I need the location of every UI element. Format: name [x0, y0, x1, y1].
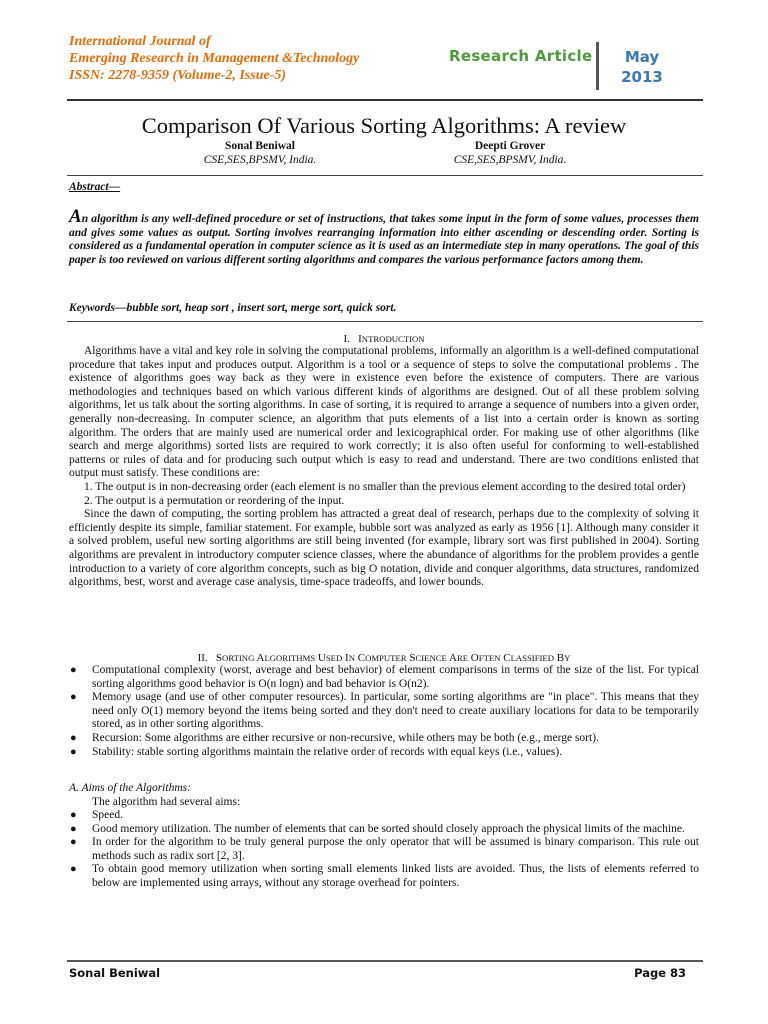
list-item-text: Good memory utilization. The number of elements that can be sorted should closely approach the physical limits of the machine.: [92, 822, 685, 835]
journal-name-line-1: International Journal of: [69, 34, 211, 49]
intro-condition-2: 2. The output is a permutation or reordering of the input.: [84, 494, 345, 507]
list-item: [69, 664, 699, 691]
abstract-dropcap: A: [69, 206, 82, 227]
bullet-icon: ●: [70, 745, 77, 758]
abstract-text: [69, 206, 699, 267]
subsection-a-heading: A. Aims of the Algorithms:: [69, 782, 191, 794]
section-2-title-rest: RE: [456, 653, 469, 663]
section-2-title-cap: A: [448, 652, 457, 664]
author-1: [150, 139, 370, 167]
section-2-title-rest: ORTING: [222, 653, 255, 663]
abstract-rule: [67, 321, 703, 322]
header-rule: [67, 99, 703, 101]
author-1-affiliation: CSE,SES,BPSMV, India.: [203, 154, 317, 166]
section-2-title-rest: CIENCE: [415, 653, 447, 663]
abstract-body: n algorithm is any well-defined procedure or set of instructions, that takes some input in the form of some values, processes them and gives some values as output. Sorting involves rearranging information into either ascending or descending order. Sorting is considered as a fundamental operation in computer science as it is used as an intermediate step in many operations. The goal of this paper is too reviewed on various different sorting algorithms and compares the various performance factors among them.: [69, 213, 699, 266]
bullet-icon: ●: [70, 664, 77, 676]
section-2-title-rest: OMPUTER: [365, 653, 407, 663]
paper-title: Comparison Of Various Sorting Algorithms: A review: [141, 113, 627, 138]
list-item-text: Speed.: [92, 809, 123, 821]
section-2-title-cap: U: [317, 652, 326, 664]
section-2-title-cap: I: [345, 652, 349, 664]
section-2-title-cap: C: [503, 652, 511, 664]
title-rule: [67, 175, 703, 176]
section-2-title-rest: FTEN: [478, 653, 501, 663]
list-item-text: Memory usage (and use of other computer resources). In particular, some sorting algorithms are "in place". This means that they need only O(1) memory beyond the items being sorted and they don't need to create auxiliary locations for data to be temporarily stored, as in other sorting algorithms.: [92, 691, 699, 731]
section-2-title-cap: S: [409, 652, 416, 664]
section-2-title-rest: SED: [325, 653, 343, 663]
section-2-title-cap: A: [256, 652, 265, 664]
section-2-title-cap: C: [357, 652, 366, 664]
section-2-title-cap: B: [556, 652, 565, 664]
header-divider: [596, 42, 599, 90]
issue-year: 2013: [621, 68, 663, 86]
classification-list: [69, 664, 699, 759]
bullet-icon: ●: [70, 691, 77, 704]
bullet-icon: ●: [70, 809, 77, 821]
section-1-body: [69, 345, 699, 590]
list-item: [69, 823, 699, 837]
list-item: [69, 732, 699, 746]
article-type: Research Article: [449, 47, 593, 65]
issue-date: [612, 47, 672, 87]
list-item-text: Stability: stable sorting algorithms maintain the relative order of records with equal keys (i.e., values).: [92, 745, 563, 758]
bullet-icon: ●: [70, 822, 77, 835]
list-item-text: To obtain good memory utilization when sorting small elements linked lists are avoided. Thus, the lists of elements referred to below are implemented using arrays, without any storage overhead for pointers.: [92, 863, 699, 889]
list-item-text: Recursion: Some algorithms are either recursive or non-recursive, while others may be both (e.g., merge sort).: [92, 731, 599, 744]
abstract-label: Abstract—: [69, 181, 121, 193]
author-2-affiliation: CSE,SES,BPSMV, India.: [453, 154, 567, 166]
section-2-title-cap: O: [470, 652, 479, 664]
section-2-title-cap: S: [215, 652, 223, 664]
section-2-title-rest: N: [348, 653, 355, 663]
section-1-heading: [69, 332, 699, 346]
list-item: [69, 836, 699, 863]
journal-header: [69, 33, 359, 84]
list-item: [69, 863, 699, 890]
list-item-text: In order for the algorithm to be truly general purpose the only operator that will be assumed is binary comparison. This rule out methods such as radix sort [2, 3].: [92, 836, 699, 862]
section-1-title-cap: I: [358, 333, 362, 345]
subsection-a-intro: The algorithm had several aims:: [92, 796, 241, 808]
author-2-name: Deepti Grover: [474, 140, 546, 152]
footer-author: Sonal Beniwal: [69, 966, 161, 980]
page-number: Page 83: [634, 966, 686, 980]
footer-rule: [67, 960, 703, 962]
section-2-title-rest: LASSIFIED: [510, 653, 555, 663]
bullet-icon: ●: [70, 731, 77, 744]
section-2-heading: [69, 651, 699, 665]
author-2: [400, 139, 620, 167]
list-item: [69, 746, 699, 760]
keywords: Keywords—bubble sort, heap sort , insert sort, merge sort, quick sort.: [69, 302, 397, 314]
bullet-icon: ●: [70, 836, 77, 849]
section-1-number: I.: [343, 333, 350, 345]
author-1-name: Sonal Beniwal: [225, 140, 295, 152]
list-item-text: Computational complexity (worst, average and best behavior) of element comparisons in terms of the size of the list. For typical sorting algorithms good behavior is O(n logn) and bad behavior is O(n2).: [92, 664, 699, 690]
list-item: [69, 809, 699, 823]
intro-paragraph-1: Algorithms have a vital and key role in solving the computational problems, informally an algorithm is a well-defined computational procedure that takes input and produces output. Algorithm is a tool or a sequence of steps to solve the computational problems . The existence of algorithms goes way back as they were in existence even before the existence of computers. There are various methodologies and techniques based on which various different kinds of algorithms are designed. Out of all these problem solving algorithms, let us talk about the sorting algorithms. In case of sorting, it is required to arrange a sequence of numbers into a given order, generally non-decreasing. In computer science, an algorithm that puts elements of a list into a certain order is known as sorting algorithm. The orders that are mainly used are numerical order and lexicographical order. For making use of other algorithms (like search and merge algorithms) sorted lists are required to work correctly; it is also often useful for conforming to well-established patterns or rules of data and for producing such output which is easy to read and understand. There are two conditions enlisted that output must satisfy. These conditions are:: [69, 345, 699, 480]
bullet-icon: ●: [70, 863, 77, 876]
intro-condition-1: 1. The output is in non-decreasing order (each element is no smaller than the previous element according to the desired total order): [84, 480, 686, 493]
section-2-title-rest: LGORITHMS: [264, 653, 316, 663]
section-2-title-rest: Y: [564, 653, 571, 663]
list-item: [69, 691, 699, 732]
section-2-title: [216, 652, 570, 664]
journal-issn: ISSN: 2278-9359 (Volume-2, Issue-5): [69, 68, 287, 83]
section-1-title-rest: NTRODUCTION: [361, 334, 425, 344]
aims-list: [69, 809, 699, 891]
issue-month: May: [624, 48, 660, 66]
intro-paragraph-2: Since the dawn of computing, the sorting problem has attracted a great deal of research, perhaps due to the complexity of solving it efficiently despite its simple, familiar statement. For example, bubble sort was analyzed as early as 1956 [1]. Although many consider it a solved problem, useful new sorting algorithms are still being invented (for example, library sort was first published in 2004). Sorting algorithms are prevalent in introductory computer science classes, where the abundance of algorithms for the problem provides a gentle introduction to a variety of core algorithm concepts, such as big O notation, divide and conquer algorithms, data structures, randomized algorithms, best, worst and average case analysis, time-space tradeoffs, and lower bounds.: [69, 508, 699, 589]
section-2-number: II.: [197, 652, 208, 664]
journal-name-line-2: Emerging Research in Management &Technology: [69, 51, 360, 66]
